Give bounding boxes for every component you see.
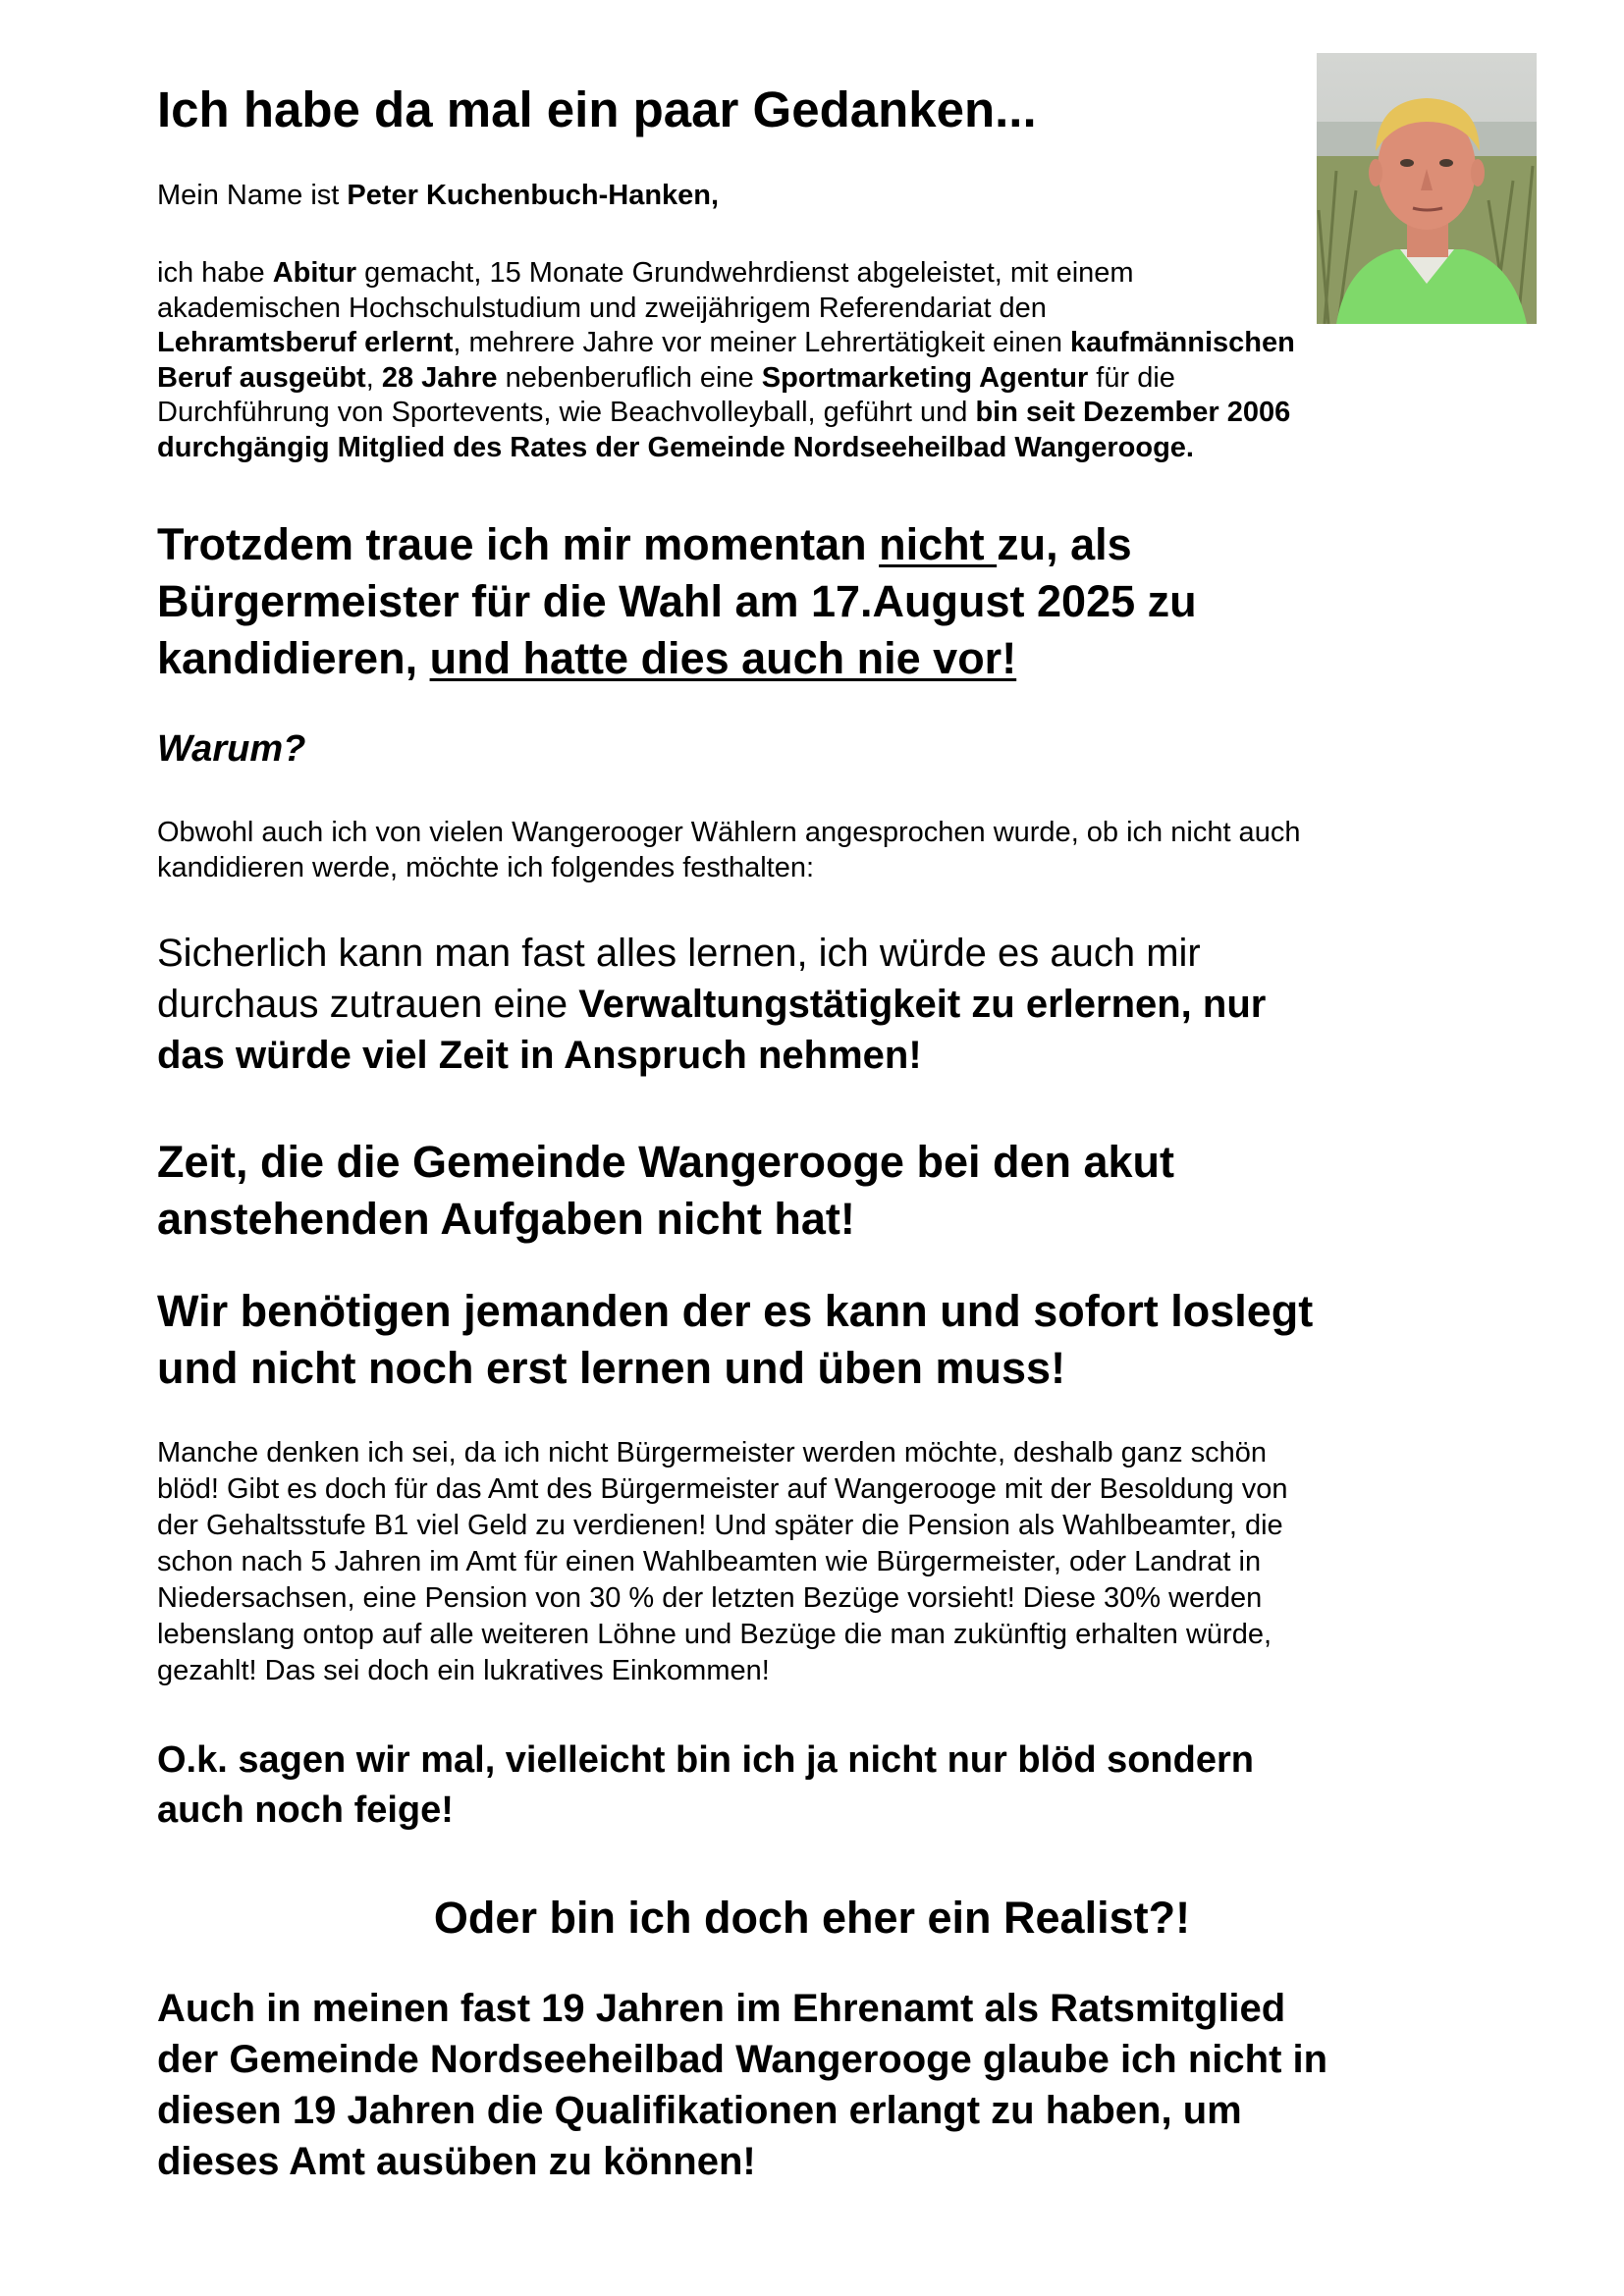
bio-text: ich habe — [157, 257, 273, 289]
headline-text: kandidieren, — [157, 633, 430, 683]
statement-line: der Gemeinde Nordseeheilbad Wangerooge glaube ich nicht in — [157, 2038, 1328, 2081]
paragraph-bold: Verwaltungstätigkeit zu erlernen, nur — [578, 983, 1267, 1026]
paragraph-line: lebenslang ontop auf alle weiteren Löhne und Bezüge die man zukünftig erhalten würde, — [157, 1619, 1272, 1650]
bio-bold: kaufmännischen — [1070, 327, 1295, 358]
bio-bold: Sportmarketing Agentur — [761, 361, 1089, 394]
bio-bold: Beruf ausgeübt — [157, 361, 366, 394]
statement-line: auch noch feige! — [157, 1789, 454, 1831]
intro-prefix: Mein Name ist — [157, 180, 348, 211]
statement-line: Zeit, die die Gemeinde Wangerooge bei den akut — [157, 1137, 1175, 1187]
statement-line: dieses Amt ausüben zu können! — [157, 2140, 756, 2183]
bio-text: gemacht, 15 Monate Grundwehrdienst abgeleistet, mit einem — [356, 257, 1134, 289]
bio-text: , mehrere Jahre vor meiner Lehrertätigkeit einen — [453, 327, 1070, 358]
intro-line — [157, 178, 1286, 213]
bio-text: nebenberuflich eine — [497, 361, 762, 394]
bio-text: Durchführung von Sportevents, wie Beachvolleyball, geführt und — [157, 397, 976, 428]
headline-underlined: und hatte dies auch nie vor! — [429, 633, 1017, 683]
page-title: Ich habe da mal ein paar Gedanken... — [157, 81, 1037, 137]
bio-text: für die — [1088, 361, 1175, 394]
bio-text: , — [365, 361, 382, 394]
headline-not-candidate — [157, 516, 1532, 687]
bio-bold: durchgängig Mitglied des Rates der Gemeinde Nordseeheilbad Wangerooge. — [157, 431, 1194, 463]
bio-bold: Lehramtsberuf erlernt — [157, 327, 454, 358]
manche-paragraph — [157, 1435, 1532, 1689]
wir-statement — [157, 1283, 1532, 1397]
paragraph-line: Niedersachsen, eine Pension von 30 % der letzten Bezüge vorsieht! Diese 30% werden — [157, 1582, 1263, 1614]
paragraph-line: Obwohl auch ich von vielen Wangerooger Wählern angesprochen wurde, ob ich nicht auch — [157, 817, 1301, 848]
bio-paragraph — [157, 256, 1532, 465]
statement-line: und nicht noch erst lernen und üben muss! — [157, 1343, 1066, 1393]
headline-text: Trotzdem traue ich mir momentan — [157, 519, 880, 569]
paragraph-bold: das würde viel Zeit in Anspruch nehmen! — [157, 1034, 922, 1077]
paragraph-line: kandidieren werde, möchte ich folgendes festhalten: — [157, 852, 815, 883]
statement-line: diesen 19 Jahren die Qualifikationen erlangt zu haben, um — [157, 2089, 1242, 2132]
headline-text: zu, als — [997, 519, 1132, 569]
obwohl-paragraph — [157, 815, 1532, 885]
headline-text: Bürgermeister für die Wahl am 17.August 2025 zu — [157, 576, 1197, 626]
ok-statement — [157, 1735, 1532, 1836]
auch-statement — [157, 1983, 1532, 2187]
statement-line: Wir benötigen jemanden der es kann und sofort loslegt — [157, 1286, 1314, 1336]
realist-heading: Oder bin ich doch eher ein Realist?! — [433, 1893, 1191, 1943]
bio-bold: Abitur — [272, 257, 357, 289]
author-name: Peter Kuchenbuch-Hanken, — [347, 180, 720, 211]
lernen-paragraph — [157, 928, 1532, 1081]
paragraph-line: der Gehaltsstufe B1 viel Geld zu verdienen! Und später die Pension als Wahlbeamter, die — [157, 1510, 1283, 1541]
paragraph-line: Sicherlich kann man fast alles lernen, ich würde es auch mir — [157, 932, 1201, 975]
bio-bold: bin seit Dezember 2006 — [975, 397, 1291, 428]
statement-line: Auch in meinen fast 19 Jahren im Ehrenamt als Ratsmitglied — [157, 1987, 1286, 2030]
statement-line: O.k. sagen wir mal, vielleicht bin ich ja nicht nur blöd sondern — [157, 1739, 1254, 1781]
paragraph-line: gezahlt! Das sei doch ein lukratives Einkommen! — [157, 1655, 770, 1686]
zeit-statement — [157, 1134, 1532, 1248]
paragraph-line: schon nach 5 Jahren im Amt für einen Wahlbeamten wie Bürgermeister, oder Landrat in — [157, 1546, 1262, 1577]
headline-underlined: nicht — [879, 519, 998, 569]
statement-line: anstehenden Aufgaben nicht hat! — [157, 1194, 855, 1244]
bio-bold: 28 Jahre — [381, 361, 498, 394]
bio-text: akademischen Hochschulstudium und zweijährigem Referendariat den — [157, 292, 1047, 324]
paragraph-line: durchaus zutrauen eine — [157, 983, 579, 1026]
paragraph-line: blöd! Gibt es doch für das Amt des Bürgermeister auf Wangerooge mit der Besoldung von — [157, 1473, 1288, 1505]
warum-heading: Warum? — [157, 728, 306, 770]
paragraph-line: Manche denken ich sei, da ich nicht Bürgermeister werden möchte, deshalb ganz schön — [157, 1437, 1268, 1468]
